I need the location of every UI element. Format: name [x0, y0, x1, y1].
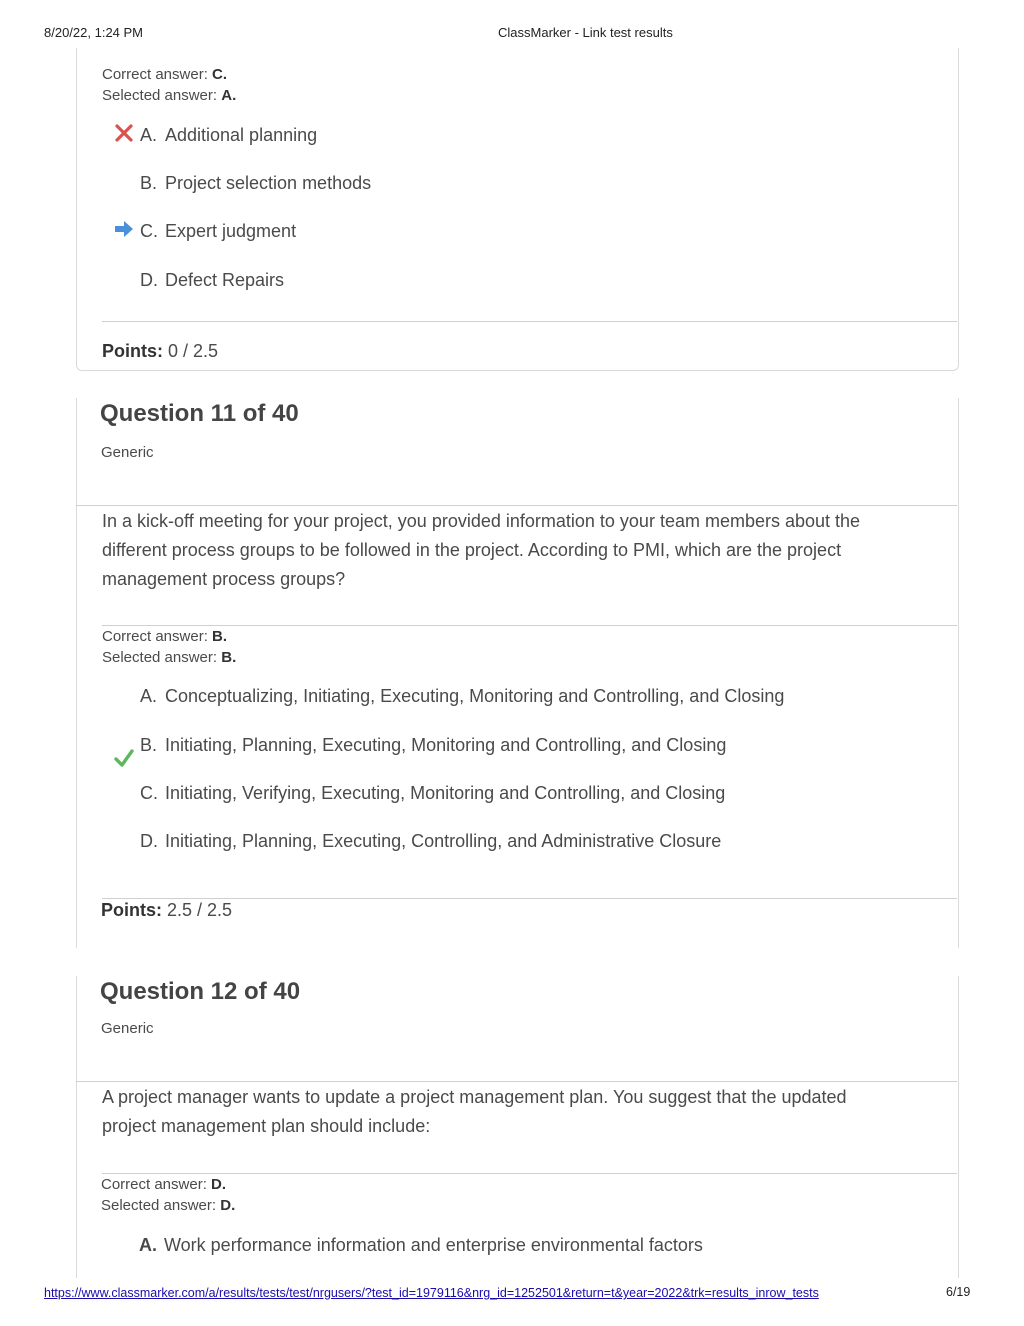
question-11-card: [76, 398, 959, 948]
option-letter: A.: [140, 686, 158, 706]
correct-answer-value: D.: [211, 1176, 227, 1193]
option-letter: A.: [140, 125, 158, 145]
option-text: Initiating, Planning, Executing, Controlling, and Administrative Closure: [165, 831, 722, 851]
correct-answer-label: Correct answer:: [102, 66, 208, 83]
option-text: Defect Repairs: [165, 270, 285, 290]
option-d: [140, 831, 721, 852]
option-text: Expert judgment: [165, 221, 297, 241]
points-label: Points:: [101, 900, 162, 920]
question-text: A project manager wants to update a project management plan. You suggest that the updated project management plan should include:: [102, 1087, 847, 1136]
option-letter: A.: [139, 1235, 157, 1255]
option-text: Initiating, Planning, Executing, Monitoring and Controlling, and Closing: [165, 735, 727, 755]
option-letter: B.: [140, 735, 158, 755]
divider: [102, 625, 957, 626]
option-letter: B.: [140, 173, 158, 193]
correct-answer-label: Correct answer:: [101, 1176, 207, 1193]
option-text: Work performance information and enterprise environmental factors: [164, 1235, 703, 1255]
selected-answer-value: D.: [220, 1197, 236, 1214]
option-letter: C.: [140, 783, 158, 803]
selected-answer-line: [101, 1195, 235, 1216]
selected-answer-label: Selected answer:: [102, 87, 218, 104]
question-text: In a kick-off meeting for your project, you provided information to your team members about the different process groups to be followed in the project. According to PMI, which are the project management process groups?: [102, 511, 861, 589]
points-line: [101, 900, 232, 921]
points-value: 0 / 2.5: [168, 341, 219, 361]
correct-answer-value: B.: [212, 628, 228, 645]
divider: [76, 1081, 957, 1082]
correct-answer-value: C.: [212, 66, 228, 83]
points-line: [102, 341, 218, 362]
question-category: Generic: [101, 1020, 154, 1037]
option-text: Project selection methods: [165, 173, 372, 193]
correct-answer-label: Correct answer:: [102, 628, 208, 645]
points-label: Points:: [102, 341, 163, 361]
divider: [76, 505, 957, 506]
selected-answer-value: A.: [221, 87, 237, 104]
print-page-title: ClassMarker - Link test results: [498, 25, 673, 40]
correct-answer-line: [101, 1174, 226, 1195]
option-letter: C.: [140, 221, 158, 241]
divider: [102, 1173, 957, 1174]
option-b: [140, 735, 726, 756]
selected-answer-line: [102, 647, 236, 668]
selected-answer-value: B.: [221, 649, 237, 666]
question-title: Question 11 of 40: [100, 400, 299, 427]
divider: [102, 898, 957, 899]
page-number: 6/19: [946, 1285, 971, 1299]
wrong-x-icon: [113, 122, 135, 144]
option-text: Conceptualizing, Initiating, Executing, Monitoring and Controlling, and Closing: [165, 686, 785, 706]
selected-answer-label: Selected answer:: [102, 649, 218, 666]
checkmark-icon: [113, 747, 135, 769]
print-datetime: 8/20/22, 1:24 PM: [44, 25, 144, 40]
option-text: Additional planning: [165, 125, 318, 145]
option-a: [140, 125, 317, 146]
option-a: [139, 1235, 703, 1256]
correct-answer-line: [102, 64, 227, 85]
divider: [102, 321, 957, 322]
option-b: [140, 173, 371, 194]
points-value: 2.5 / 2.5: [167, 900, 233, 920]
selected-answer-label: Selected answer:: [101, 1197, 217, 1214]
option-a: [140, 686, 784, 707]
option-letter: D.: [140, 831, 158, 851]
correct-arrow-icon: [113, 218, 135, 240]
selected-answer-line: [102, 85, 236, 106]
question-category: Generic: [101, 444, 154, 461]
question-title: Question 12 of 40: [100, 978, 301, 1005]
page-url-link[interactable]: https://www.classmarker.com/a/results/tests/test/nrgusers/?test_id=1979116&nrg_id=1252501&return=t&year=2022&trk=results_inrow_tests: [44, 1286, 819, 1300]
option-text: Initiating, Verifying, Executing, Monitoring and Controlling, and Closing: [165, 783, 726, 803]
option-d: [140, 270, 284, 291]
option-c: [140, 221, 296, 242]
correct-answer-line: [102, 626, 227, 647]
option-letter: D.: [140, 270, 158, 290]
option-c: [140, 783, 725, 804]
